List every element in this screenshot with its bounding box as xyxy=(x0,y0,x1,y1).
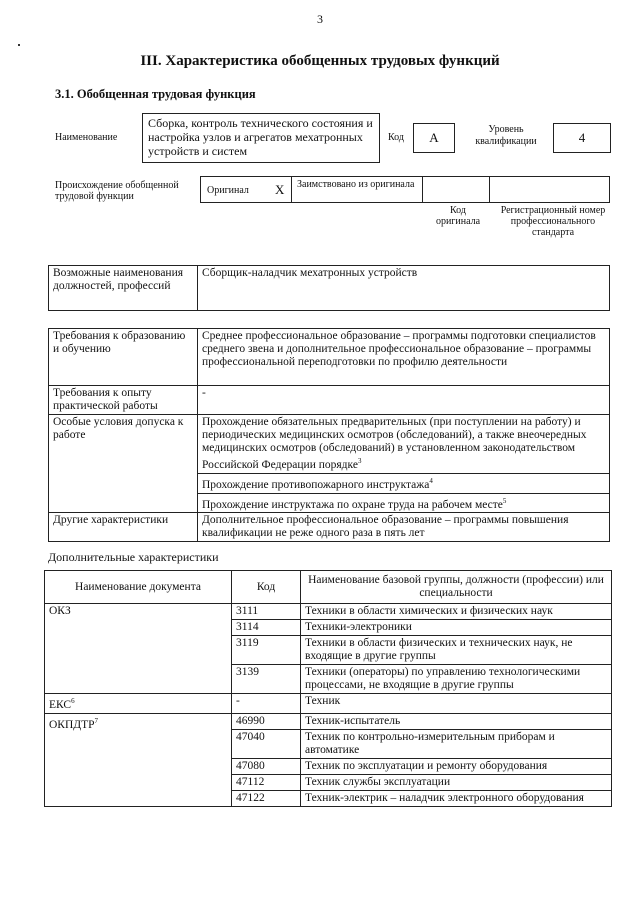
code-cell: 3139 xyxy=(232,665,301,694)
code-value: A xyxy=(413,123,455,153)
experience-value: - xyxy=(198,386,610,415)
original-mark: X xyxy=(275,182,285,197)
header-name: Наименование базовой группы, должности (профессии) или специальности xyxy=(301,571,612,604)
name-label: Наименование xyxy=(55,132,118,143)
name-cell: Техники (операторы) по управлению технологическими процессами, не входящие в другие группы xyxy=(301,665,612,694)
name-cell: Техники в области химических и физических наук xyxy=(301,604,612,620)
header-code: Код xyxy=(232,571,301,604)
other-label: Другие характеристики xyxy=(49,513,198,542)
other-value: Дополнительное профессиональное образование – программы повышения квалификации не реже одного раза в пять лет xyxy=(198,513,610,542)
name-cell: Техник по контрольно-измерительным приборам и автоматике xyxy=(301,729,612,758)
reg-number-caption: Регистрационный номер профессионального стандарта xyxy=(500,205,606,238)
name-value: Сборка, контроль технического состояния и настройка узлов и агрегатов мехатронных устройств и систем xyxy=(142,113,380,163)
section-title: III. Характеристика обобщенных трудовых функций xyxy=(140,53,500,69)
positions-label: Возможные наименования должностей, профессий xyxy=(49,266,198,311)
code-cell: 3111 xyxy=(232,604,301,620)
name-cell: Техник по эксплуатации и ремонту оборудования xyxy=(301,758,612,774)
name-cell: Техник службы эксплуатации xyxy=(301,774,612,790)
borrowed-label: Заимствовано из оригинала xyxy=(297,179,415,190)
subsection-title: 3.1. Обобщенная трудовая функция xyxy=(55,87,256,101)
origin-label: Происхождение обобщенной трудовой функции xyxy=(55,180,179,202)
additional-title: Дополнительные характеристики xyxy=(48,550,219,564)
table-row xyxy=(45,694,612,714)
requirements-table xyxy=(48,328,610,542)
positions-table xyxy=(48,265,610,311)
name-cell: Техник-испытатель xyxy=(301,713,612,729)
header-doc: Наименование документа xyxy=(45,571,232,604)
doc-cell: ОКЗ xyxy=(45,604,232,694)
original-label: Оригинал xyxy=(207,185,249,196)
name-cell: Техник-электрик – наладчик электронного оборудования xyxy=(301,790,612,806)
table-row xyxy=(45,604,612,620)
code-cell: 47040 xyxy=(232,729,301,758)
divider xyxy=(489,176,490,203)
doc-cell: ОКПДТР$^7$ xyxy=(45,713,232,806)
education-label: Требования к образованию и обучению xyxy=(49,329,198,386)
code-cell: 47112 xyxy=(232,774,301,790)
positions-value: Сборщик-наладчик мехатронных устройств xyxy=(198,266,610,311)
code-cell: 47080 xyxy=(232,758,301,774)
education-value: Среднее профессиональное образование – программы подготовки специалистов среднего звена и дополнительное профессиональное образование – программы профессиональной переподготовки по профилю деятельности xyxy=(198,329,610,386)
conditions-label: Особые условия допуска к работе xyxy=(49,415,198,513)
table-row xyxy=(45,713,612,729)
code-cell: 3114 xyxy=(232,620,301,636)
conditions-item-1: Прохождение обязательных предварительных (при поступлении на работу) и периодических медицинских осмотров (обследований), а также внеочередных медицинских осмотров (обследований) в установленном законодательством Российской Федерации порядке$^3$ xyxy=(198,415,610,474)
doc-cell: ЕКС$^6$ xyxy=(45,694,232,714)
conditions-item-3: Прохождение инструктажа по охране труда на рабочем месте$^5$ xyxy=(198,493,610,513)
scan-dot xyxy=(18,44,20,46)
origin-row xyxy=(200,176,610,203)
divider xyxy=(291,176,292,203)
name-cell: Техники-электроники xyxy=(301,620,612,636)
level-label: Уровень квалификации xyxy=(475,124,537,147)
code-cell: - xyxy=(232,694,301,714)
code-cell: 46990 xyxy=(232,713,301,729)
experience-label: Требования к опыту практической работы xyxy=(49,386,198,415)
name-cell: Техники в области физических и технических наук, не входящие в другие группы xyxy=(301,636,612,665)
code-label: Код xyxy=(388,132,404,143)
level-value: 4 xyxy=(553,123,611,153)
code-original-caption: Код оригинала xyxy=(435,205,481,227)
code-cell: 47122 xyxy=(232,790,301,806)
divider xyxy=(422,176,423,203)
conditions-item-2: Прохождение противопожарного инструктажа$^4$ xyxy=(198,473,610,493)
additional-table xyxy=(44,570,612,807)
code-cell: 3119 xyxy=(232,636,301,665)
name-cell: Техник xyxy=(301,694,612,714)
page-number: 3 xyxy=(317,12,323,26)
